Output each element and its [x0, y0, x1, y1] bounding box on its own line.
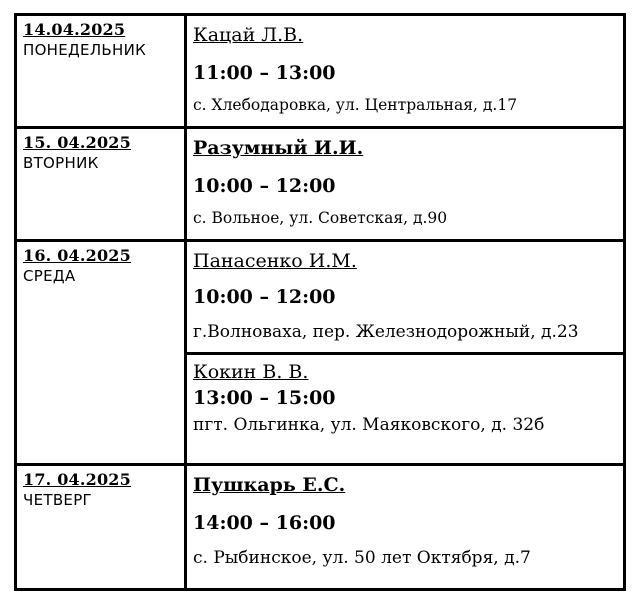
date-cell-tuesday: [17, 129, 187, 242]
address: с. Рыбинское, ул. 50 лет Октября, д.7: [193, 548, 531, 568]
date-cell-thursday: [17, 466, 187, 588]
address: с. Вольное, ул. Советская, д.90: [193, 209, 448, 227]
person-name: Пушкарь Е.С.: [193, 474, 346, 496]
date-label: 14.04.2025: [23, 20, 126, 39]
weekday-label: ПОНЕДЕЛЬНИК: [23, 41, 147, 59]
person-name: Разумный И.И.: [193, 137, 364, 159]
weekday-label: ВТОРНИК: [23, 154, 99, 172]
address: г.Волноваха, пер. Железнодорожный, д.23: [193, 322, 579, 342]
time-range: 14:00 – 16:00: [193, 512, 336, 534]
date-cell-monday: [17, 16, 187, 129]
address: с. Хлебодаровка, ул. Центральная, д.17: [193, 96, 518, 114]
weekday-label: ЧЕТВЕРГ: [23, 491, 92, 509]
schedule-table: [14, 13, 626, 591]
date-label: 15. 04.2025: [23, 133, 131, 152]
time-range: 11:00 – 13:00: [193, 62, 336, 84]
entry-cell: [187, 242, 623, 355]
entry-cell: [187, 355, 623, 466]
date-cell-wednesday: [17, 242, 187, 466]
time-range: 10:00 – 12:00: [193, 175, 336, 197]
address: пгт. Ольгинка, ул. Маяковского, д. 32б: [193, 415, 545, 435]
date-label: 17. 04.2025: [23, 470, 131, 489]
entry-cell: [187, 466, 623, 588]
person-name: Кацай Л.В.: [193, 24, 304, 46]
date-label: 16. 04.2025: [23, 246, 131, 265]
time-range: 10:00 – 12:00: [193, 286, 336, 308]
time-range: 13:00 – 15:00: [193, 387, 336, 409]
entry-cell: [187, 129, 623, 242]
entry-cell: [187, 16, 623, 129]
person-name: Кокин В. В.: [193, 361, 309, 383]
person-name: Панасенко И.М.: [193, 250, 357, 272]
weekday-label: СРЕДА: [23, 267, 76, 285]
